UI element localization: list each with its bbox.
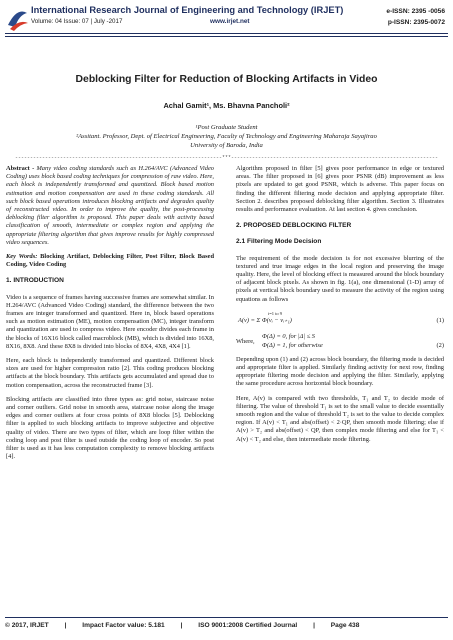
right-paragraph-2: The requirement of the mode decision is for not excessive blurring of the textured and true image edges in the local region and preserving the image quality. Here, the level of blocking effect is measured around the block boundary of adjacent block pixels. As shown in fig. 1(a), one dimensional (1-D) array of pixels at vertical block boundary used to measure the activity of the region using equations as follows [236, 254, 444, 303]
affiliation-1: ¹Post Graduate Student [195, 124, 258, 131]
equation-2 [236, 332, 444, 356]
right-paragraph-4: Here, A(v) is compared with two thresholds, T₁ and T₂ to decide mode of filtering. The value of threshold T₁ is set to the small value to decide essentially smooth region and the value of threshold T₂ is set to the value to decide complex region. If A(v) < T₁ and abs(offset) < 2·QP, then smooth mode filtering; else if A(v) > T₂ and abs(offset) < QP, then complex mode filtering and else for T₁ < A(v) < T₂ and else, then intermediate mode filtering. [236, 394, 444, 443]
equation-2a: Φ(Δ) = 0, for |Δ| ≤ S [262, 332, 315, 340]
abstract [6, 165, 214, 247]
paper-authors: Achal Gamit¹, Ms. Bhavna Pancholi² [163, 101, 290, 110]
page-footer [5, 622, 448, 629]
pissn: p-ISSN: 2395-0072 [387, 19, 445, 26]
footer-sep-2: | [180, 622, 183, 629]
section-2-1-heading: 2.1 Filtering Mode Decision [236, 238, 322, 246]
footer-impact: Impact Factor value: 5.181 [82, 622, 165, 629]
equation-2b: Φ(Δ) = 1, for otherwise [262, 341, 323, 349]
keywords-text: Blocking Artifact, Deblocking Filter, Post Filter, Block Based Coding, Video Coding [6, 253, 214, 269]
section-2-heading: 2. PROPOSED DEBLOCKING FILTER [236, 222, 352, 230]
equation-2-number: (2) [436, 341, 444, 349]
header-rule-thin [5, 36, 448, 37]
paper-title: Deblocking Filter for Reduction of Blocking Artifacts in Video [75, 74, 378, 85]
footer-page: Page 438 [330, 622, 360, 629]
equation-1-number: (1) [436, 316, 444, 324]
footer-sep-1: | [64, 622, 67, 629]
footer-iso: ISO 9001:2008 Certified Journal [198, 622, 298, 629]
separator-line: ---------------------------------------------------------------------***--------------------------------------------------------------------- [14, 155, 439, 161]
footer-rule [5, 617, 448, 618]
intro-paragraph-3: Blocking artifacts are classified into three types as: grid noise, staircase noise and corner outliers. Grid noise in smooth area, staircase noise along the image edges and corner outliers at four cross points of 8X8 blocks [5]. Deblocking filter is applied to such blocking artifacts to improve subjective and objective quality of video. There are two types of filter, which are loop filter within the coding loop and post filter is used outside the coding loop of encoder. So post filter is used as it has less computation complexity to remove blocking artifacts [4]. [6, 395, 214, 461]
eissn: e-ISSN: 2395 -0056 [386, 8, 445, 15]
affiliation-3: University of Baroda, India [190, 142, 263, 149]
right-paragraph-3: Depending upon (1) and (2) across block boundary, the filtering mode is decided and appropriate filter is applied. Similarly finding activity for next row, finding appropriate filtering mode decision and applying the filter. Similarly, applying the same procedure across horizontal block boundary. [236, 355, 444, 388]
equation-1-limits: i=1 to 9 [268, 310, 283, 316]
intro-paragraph-2: Here, each block is independently transformed and quantized. Different block sizes are used for higher compression ratio [2]. This coding produces blocking artifacts at the block boundary. This artifacts gets accumulated and spread due to motion compensation, across the reconstructed frame [3]. [6, 357, 214, 389]
irjet-logo [5, 5, 30, 34]
right-column [236, 165, 444, 450]
keywords-label: Key Words: [6, 253, 38, 261]
intro-paragraph-1: Video is a sequence of frames having successive frames are somewhat similar. In H.264/AVC (Advanced Video Coding) standard, the difference between the two frames are integer transformed and quantized. Here in, block based operations such as motion estimation (ME), motion compensation (MC), integer transform and quantization are used to compress video. Here encoder divides each frame in the blocks of 16X16 block called macroblock (MB), which is divided into 16X8, 8X16, 8X8. And these 8X8 is divided into blocks of 8X4, 4X8, 4X4 [1]. [6, 293, 214, 350]
journal-title: International Research Journal of Engineering and Technology (IRJET) [31, 5, 344, 15]
left-column [6, 165, 214, 468]
journal-url[interactable]: www.irjet.net [210, 18, 250, 25]
abstract-text: Many video coding standards such as H.264/AVC (Advanced Video Coding) uses block based coding techniques for compression of raw video. Here, each block is independently transformed and quantized. Block based motion estimation and motion compensation are used in these coding standards. All such block based operations introduces blocking artifacts and degrades quality of reconstructed video. In order to improve the quality, the post-processing deblocking filter algorithm is proposed. This paper deals with activity based classification of smooth, intermediate or complex region and applying the appropriate filtering algorithm that gives improve results for highly compressed video sequences. [6, 165, 214, 246]
intro-heading: 1. INTRODUCTION [6, 277, 64, 285]
where-label: Where, [236, 337, 255, 345]
right-paragraph-1: Algorithm proposed in filter [5] gives poor performance in edge or textured areas. The filter proposed in [6] gives poor PSNR (dB) improvement as less pixels are updated to get good PSNR, which is adverse. This paper focus on finding the different filtering mode decision and applying appropriate filter. Section 2. describes proposed deblocking filter algorithm. Section 3. Illustrates results and performance evaluation. At last section 4. gives conclusion. [236, 165, 444, 214]
volume-line: Volume: 04 Issue: 07 | July -2017 [31, 18, 123, 25]
equation-1-body: A(v) = Σ Φ(vᵢ − vᵢ₊₁) [238, 316, 292, 324]
abstract-label: Abstract - [6, 165, 35, 172]
header-rule [5, 33, 448, 34]
footer-sep-3: | [313, 622, 315, 629]
affiliation-2: ²Assitant. Professor, Dept. of Electrical Engineering, Faculty of Technology and Engineering Maharaja Sayajirao [76, 133, 377, 140]
footer-copyright: © 2017, IRJET [5, 622, 49, 629]
keywords [6, 253, 214, 269]
